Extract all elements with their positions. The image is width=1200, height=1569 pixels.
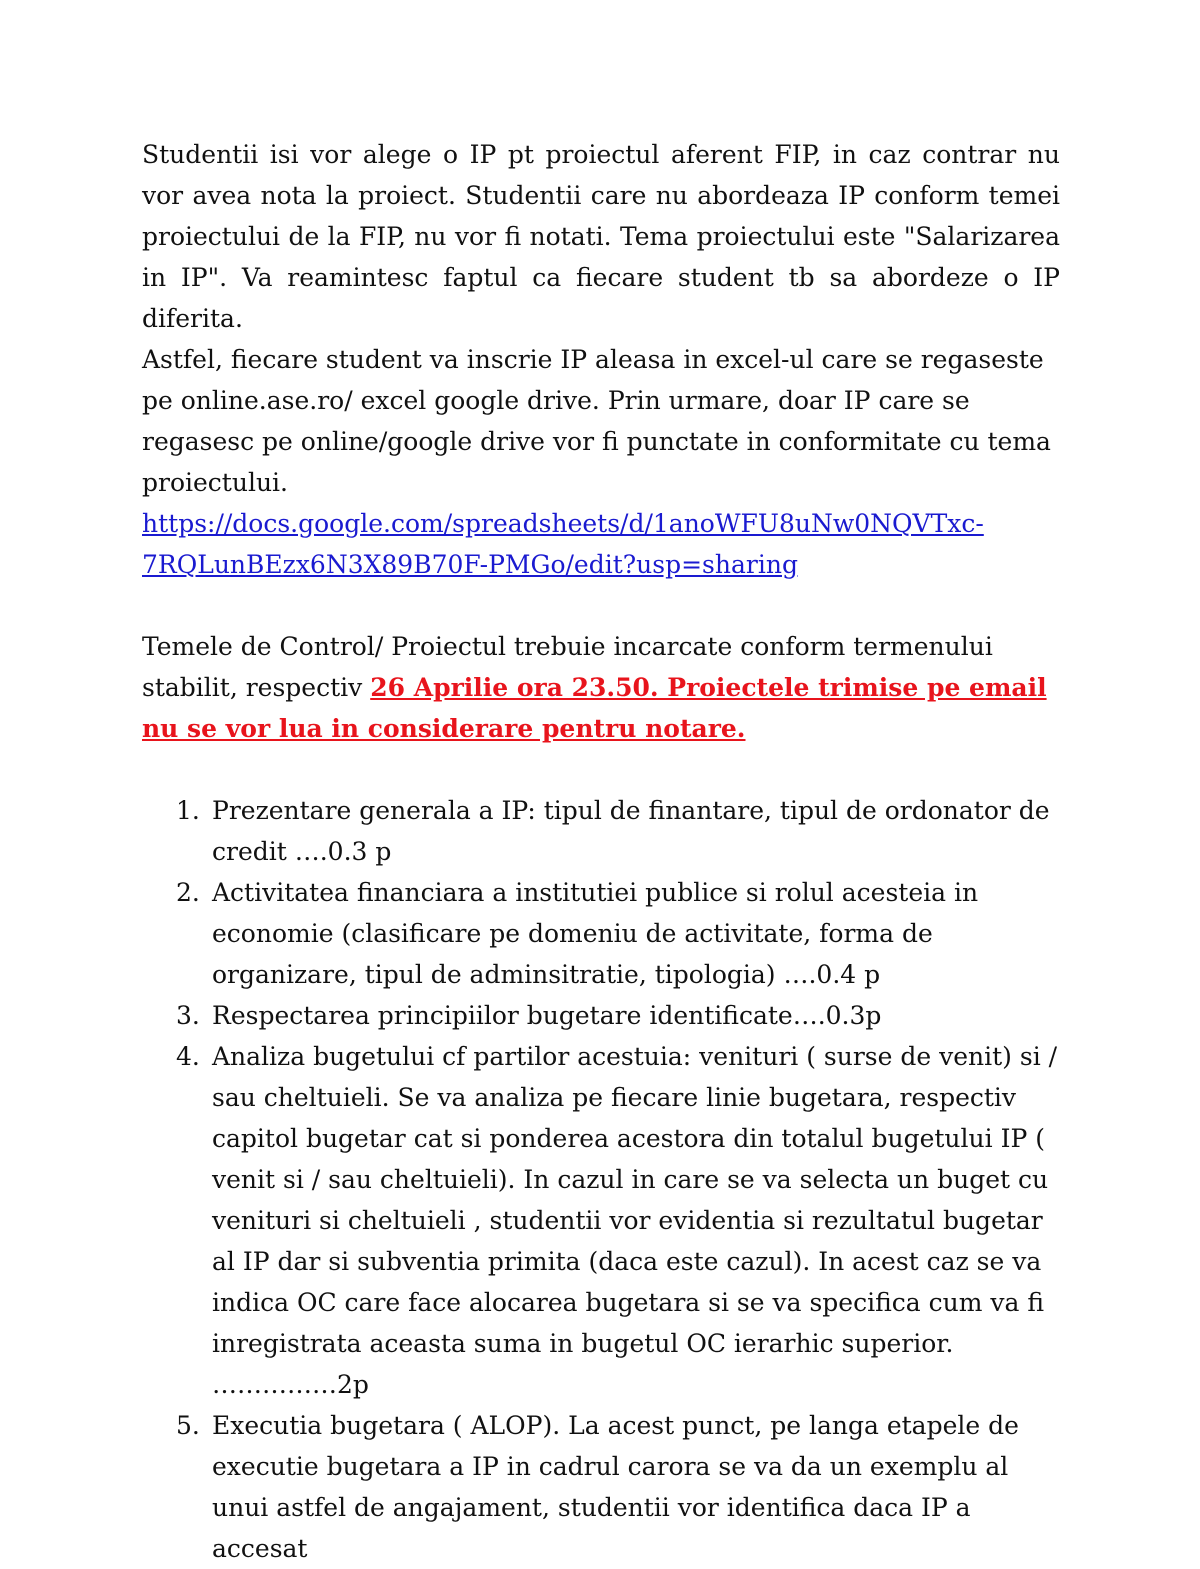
deadline-paragraph xyxy=(142,626,1060,749)
list-item-text: Prezentare generala a IP: tipul de finantare, tipul de ordonator de credit ….0.3 p xyxy=(212,796,1050,866)
list-number: 2. xyxy=(176,878,200,907)
list-number: 1. xyxy=(176,796,200,825)
intro-text-2: Astfel, fiecare student va inscrie IP aleasa in excel-ul care se regaseste pe online.ase.ro/ excel google drive. Prin urmare, doar IP care se regasesc pe online/google drive vor fi punctate in conformitate cu tema proiectului. xyxy=(142,345,1051,497)
spreadsheet-link-part-2[interactable]: 7RQLunBEzx6N3X89B70F-PMGo/edit?usp=sharing xyxy=(142,550,798,579)
list-item-text: Executia bugetara ( ALOP). La acest punct, pe langa etapele de executie bugetara a IP in cadrul carora se va da un exemplu al unui astfel de angajament, studentii vor identifica daca IP a accesat xyxy=(212,1411,1019,1563)
intro-paragraph-2 xyxy=(142,339,1060,503)
list-item-text: Respectarea principiilor bugetare identificate….0.3p xyxy=(212,1001,882,1030)
criteria-list xyxy=(142,790,1060,1569)
list-item xyxy=(142,1036,1060,1405)
list-item xyxy=(142,790,1060,872)
list-number: 3. xyxy=(176,1001,200,1030)
intro-paragraph xyxy=(142,134,1060,339)
deadline-highlight: 26 Aprilie ora 23.50. Proiectele trimise pe email nu se vor lua in considerare pentru notare. xyxy=(142,673,1047,743)
list-item-text: Activitatea financiara a institutiei publice si rolul acesteia in economie (clasificare pe domeniu de activitate, forma de organizare, tipul de adminsitratie, tipologia) ….0.4 p xyxy=(212,878,979,989)
list-item xyxy=(142,872,1060,995)
list-item xyxy=(142,1405,1060,1569)
document-page xyxy=(142,134,1060,1569)
spreadsheet-link-block xyxy=(142,503,1060,585)
spreadsheet-link-part-1[interactable]: https://docs.google.com/spreadsheets/d/1anoWFU8uNw0NQVTxc- xyxy=(142,509,984,538)
deadline-prefix: Temele de Control/ Proiectul trebuie incarcate conform termenului stabilit, respectiv xyxy=(142,632,993,702)
spacer xyxy=(142,585,1060,626)
intro-text: Studentii isi vor alege o IP pt proiectul aferent FIP, in caz contrar nu vor avea nota la proiect. Studentii care nu abordeaza IP conform temei proiectului de la FIP, nu vor fi notati. Tema proiectului este "Salarizarea in IP". Va reamintesc faptul ca fiecare student tb sa abordeze o IP diferita. xyxy=(142,140,1060,333)
list-number: 5. xyxy=(176,1411,200,1440)
spacer xyxy=(142,749,1060,790)
list-number: 4. xyxy=(176,1042,200,1071)
list-item-text: Analiza bugetului cf partilor acestuia: venituri ( surse de venit) si / sau cheltuieli. Se va analiza pe fiecare linie bugetara, respectiv capitol bugetar cat si ponderea acestora din totalul bugetului IP ( venit si / sau cheltuieli). In cazul in care se va selecta un buget cu venituri si cheltuieli , studentii vor evidentia si rezultatul bugetar al IP dar si subventia primita (daca este cazul). In acest caz se va indica OC care face alocarea bugetara si se va specifica cum va fi inregistrata aceasta suma in bugetul OC ierarhic superior. ……………2p xyxy=(212,1042,1058,1399)
list-item xyxy=(142,995,1060,1036)
